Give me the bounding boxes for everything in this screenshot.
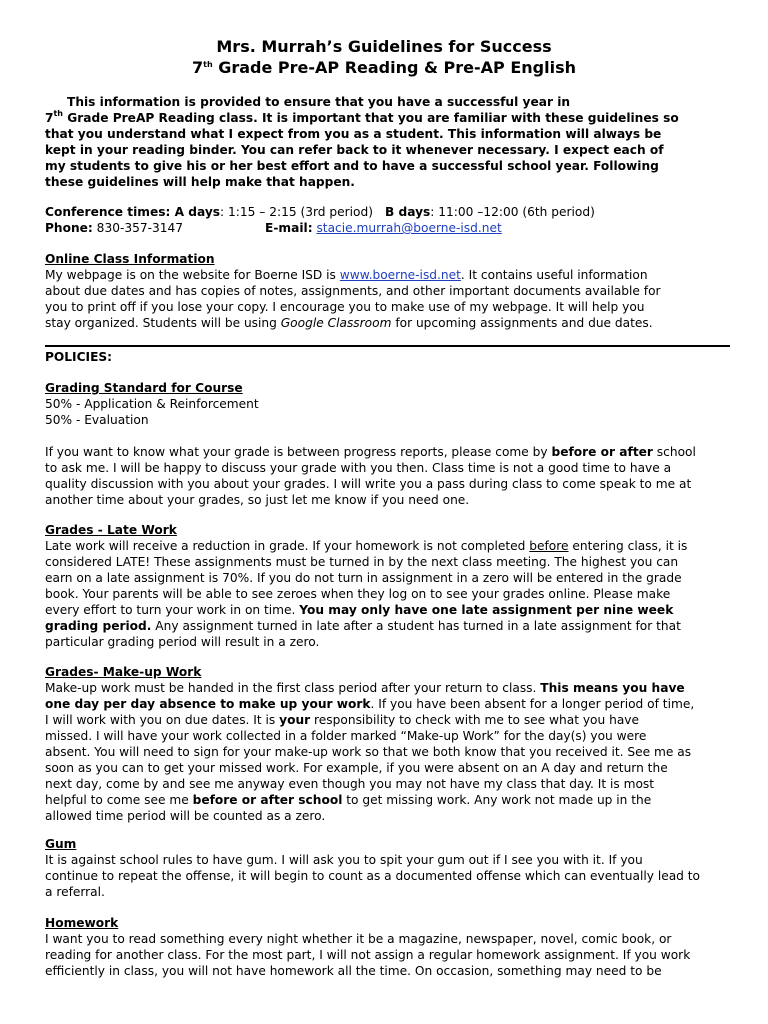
online-text: . It contains useful information xyxy=(460,268,648,282)
intro-paragraph xyxy=(45,94,745,190)
gum-section xyxy=(45,836,745,900)
online-line: about due dates and has copies of notes, assignments, and other important documents available for xyxy=(45,284,661,298)
intro-line: these guidelines will help make that happen. xyxy=(45,175,355,189)
online-line xyxy=(45,315,745,331)
grading-line xyxy=(45,444,745,460)
late-line: particular grading period will result in a zero. xyxy=(45,635,320,649)
makeup-line xyxy=(45,696,745,712)
makeup-bold: before or after school xyxy=(192,793,343,807)
online-text: My webpage is on the website for Boerne ISD is xyxy=(45,268,340,282)
homework-section xyxy=(45,915,745,979)
makeup-line: allowed time period will be counted as a zero. xyxy=(45,809,326,823)
email-label: E-mail: xyxy=(265,221,313,235)
gum-line: a referral. xyxy=(45,885,105,899)
conference-a: : 1:15 – 2:15 (3rd period) xyxy=(220,205,373,219)
late-text: entering class, it is xyxy=(568,539,688,553)
intro-line: This information is provided to ensure that you have a successful year in xyxy=(67,95,571,109)
grading-line: quality discussion with you about your grades. I will write you a pass during class to come speak to me at xyxy=(45,477,692,491)
conference-label: Conference times: A days xyxy=(45,205,221,219)
contact-info xyxy=(45,204,745,236)
document-subtitle xyxy=(0,57,768,79)
late-heading: Grades - Late Work xyxy=(45,523,177,537)
phone-email-line xyxy=(45,220,745,236)
google-classroom: Google Classroom xyxy=(280,316,392,330)
makeup-bold: This means you have xyxy=(540,681,685,695)
phone-number: 830-357-3147 xyxy=(92,221,184,235)
intro-line: that you understand what I expect from you as a student. This information will always be xyxy=(45,127,662,141)
makeup-text: Make-up work must be handed in the first class period after your return to class. xyxy=(45,681,541,695)
grading-section xyxy=(45,380,745,508)
makeup-line: next day, come by and see me anyway even though you may not have my class that day. It is most xyxy=(45,777,655,791)
grading-heading: Grading Standard for Course xyxy=(45,381,243,395)
makeup-line xyxy=(45,680,745,696)
b-days-label: B days xyxy=(384,205,431,219)
intro-line: kept in your reading binder. You can refer back to it whenever necessary. I expect each of xyxy=(45,143,664,157)
makeup-line: soon as you can to get your missed work. For example, if you were absent on an A day and return the xyxy=(45,761,668,775)
online-text: for upcoming assignments and due dates. xyxy=(391,316,653,330)
grade-sup: th xyxy=(53,109,64,118)
grading-line: another time about your grades, so just let me know if you need one. xyxy=(45,493,470,507)
late-line: book. Your parents will be able to see zeroes when they log on to see your grades online. Please make xyxy=(45,587,671,601)
makeup-line: missed. I will have your work collected in a folder marked “Make-up Work” for the day(s) you were xyxy=(45,729,647,743)
grade-suffix: th xyxy=(203,60,213,69)
conference-times xyxy=(45,204,745,220)
late-bold: grading period. xyxy=(45,619,152,633)
intro-text: Grade PreAP Reading class. It is important that you are familiar with these guidelines so xyxy=(63,111,679,125)
makeup-line: absent. You will need to sign for your make-up work so that we both know that you received it. See me as xyxy=(45,745,692,759)
conference-b: : 11:00 –12:00 (6th period) xyxy=(430,205,595,219)
homework-heading: Homework xyxy=(45,916,119,930)
grading-text: school xyxy=(652,445,696,459)
late-work-section xyxy=(45,522,745,650)
intro-line xyxy=(45,110,745,126)
late-line: earn on a late assignment is 70%. If you do not turn in assignment in a zero will be entered in the grade xyxy=(45,571,682,585)
grade-number: 7 xyxy=(191,58,204,77)
grade-num: 7 xyxy=(45,111,54,125)
makeup-text: responsibility to check with me to see what you have xyxy=(310,713,640,727)
online-line xyxy=(45,267,745,283)
policies-label: POLICIES: xyxy=(45,350,113,364)
late-line xyxy=(45,538,745,554)
late-line xyxy=(45,602,745,618)
document-title: Mrs. Murrah’s Guidelines for Success xyxy=(216,37,552,56)
makeup-line xyxy=(45,792,745,808)
makeup-text: I will work with you on due dates. It is xyxy=(45,713,280,727)
homework-line: reading for another class. For the most part, I will not assign a regular homework assignment. If you work xyxy=(45,948,691,962)
section-divider xyxy=(45,345,730,347)
online-text: stay organized. Students will be using xyxy=(45,316,281,330)
grading-item: 50% - Application & Reinforcement xyxy=(45,397,259,411)
late-underline: before xyxy=(529,539,569,553)
late-line: considered LATE! These assignments must be turned in by the next class meeting. The highest you can xyxy=(45,555,679,569)
makeup-bold: your xyxy=(279,713,311,727)
homework-line: efficiently in class, you will not have homework all the time. On occasion, something may need to be xyxy=(45,964,662,978)
gum-heading: Gum xyxy=(45,837,77,851)
grading-bold: before or after xyxy=(551,445,653,459)
gum-line: continue to repeat the offense, it will begin to count as a documented offense which can eventually lead to xyxy=(45,869,701,883)
homework-line: I want you to read something every night whether it be a magazine, newspaper, novel, comic book, or xyxy=(45,932,672,946)
online-heading: Online Class Information xyxy=(45,252,215,266)
makeup-bold: one day per day absence to make up your work xyxy=(45,697,371,711)
makeup-heading: Grades- Make-up Work xyxy=(45,665,202,679)
email-link[interactable]: stacie.murrah@boerne-isd.net xyxy=(316,221,502,235)
grading-line: to ask me. I will be happy to discuss your grade with you then. Class time is not a good time to have a xyxy=(45,461,672,475)
online-class-section xyxy=(45,251,745,331)
makeup-text: helpful to come see me xyxy=(45,793,193,807)
late-text: every effort to turn your work in on time. xyxy=(45,603,300,617)
makeup-text: to get missing work. Any work not made up in the xyxy=(342,793,652,807)
late-line xyxy=(45,618,745,634)
grading-item: 50% - Evaluation xyxy=(45,413,149,427)
late-text: Any assignment turned in late after a student has turned in a late assignment for that xyxy=(151,619,681,633)
late-bold: You may only have one late assignment per nine week xyxy=(299,603,674,617)
gum-line: It is against school rules to have gum. I will ask you to spit your gum out if I see you with it. If you xyxy=(45,853,643,867)
intro-line: my students to give his or her best effort and to have a successful school year. Following xyxy=(45,159,659,173)
late-text: Late work will receive a reduction in grade. If your homework is not completed xyxy=(45,539,530,553)
grading-text: If you want to know what your grade is between progress reports, please come by xyxy=(45,445,552,459)
subtitle-text: Grade Pre-AP Reading & Pre-AP English xyxy=(212,58,576,77)
phone-label: Phone: xyxy=(45,221,93,235)
website-link[interactable]: www.boerne-isd.net xyxy=(339,268,461,282)
makeup-work-section xyxy=(45,664,745,824)
makeup-line xyxy=(45,712,745,728)
makeup-text: . If you have been absent for a longer period of time, xyxy=(370,697,695,711)
online-line: you to print off if you lose your copy. I encourage you to make use of my webpage. It will help you xyxy=(45,300,645,314)
